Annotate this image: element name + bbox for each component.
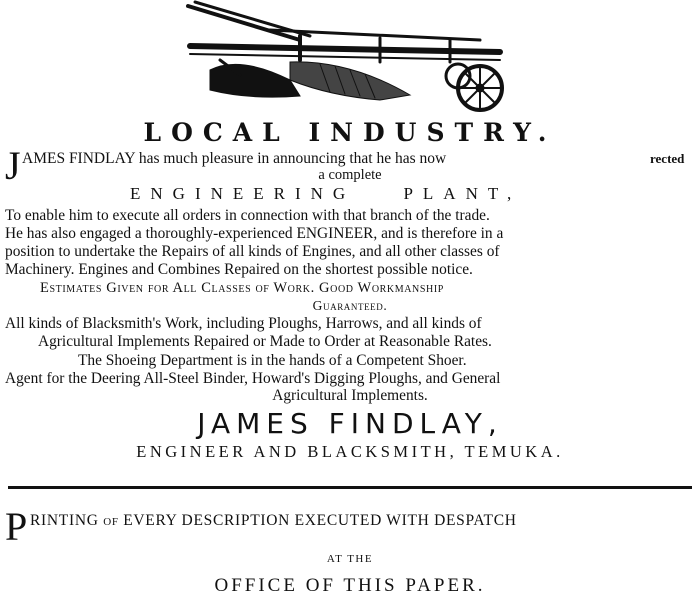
page-title: LOCAL INDUSTRY.: [143, 118, 557, 147]
drop-cap-p: P: [5, 504, 28, 549]
body2-line-5: Agricultural Implements.: [272, 387, 428, 404]
printing-line: [30, 512, 517, 530]
office-line: OFFICE OF THIS PAPER.: [214, 575, 486, 596]
plant-heading: ENGINEERING PLANT,: [130, 184, 522, 203]
at-the-line: AT THE: [326, 553, 374, 565]
intro-line-1: AMES FINDLAY has much pleasure in announcing that he has now: [22, 150, 447, 167]
body2-line-2: Agricultural Implements Repaired or Made to Order at Reasonable Rates.: [38, 333, 492, 350]
intro-line-2: a complete: [318, 167, 382, 183]
signature-trade: ENGINEER AND BLACKSMITH, TEMUKA.: [136, 442, 564, 461]
plough-icon: [180, 0, 520, 115]
body-line-2: He has also engaged a thoroughly-experienced ENGINEER, and is therefore in a: [5, 225, 504, 242]
printing-of: of: [103, 512, 119, 529]
body2-line-1: All kinds of Blacksmith's Work, including Ploughs, Harrows, and all kinds of: [5, 315, 482, 332]
printing-rest: EVERY DESCRIPTION EXECUTED WITH DESPATCH: [123, 512, 517, 529]
drop-cap-j: J: [5, 143, 21, 188]
divider-rule: [8, 486, 692, 489]
guaranteed-line: Guaranteed.: [312, 298, 388, 313]
body2-line-4: Agent for the Deering All-Steel Binder, Howard's Digging Ploughs, and General: [5, 370, 501, 387]
intro-line-1-end: rected: [650, 151, 685, 166]
body-line-3: position to undertake the Repairs of all kinds of Engines, and all other classes of: [5, 243, 500, 260]
estimates-line: Estimates Given for All Classes of Work. Good Workmanship: [40, 280, 444, 296]
signature-name: JAMES FINDLAY,: [197, 407, 503, 440]
body2-line-3: The Shoeing Department is in the hands of a Competent Shoer.: [78, 352, 467, 369]
printing-word: RINTING: [30, 512, 99, 529]
body-line-1: To enable him to execute all orders in connection with that branch of the trade.: [5, 207, 490, 224]
body-line-4: Machinery. Engines and Combines Repaired on the shortest possible notice.: [5, 261, 473, 278]
